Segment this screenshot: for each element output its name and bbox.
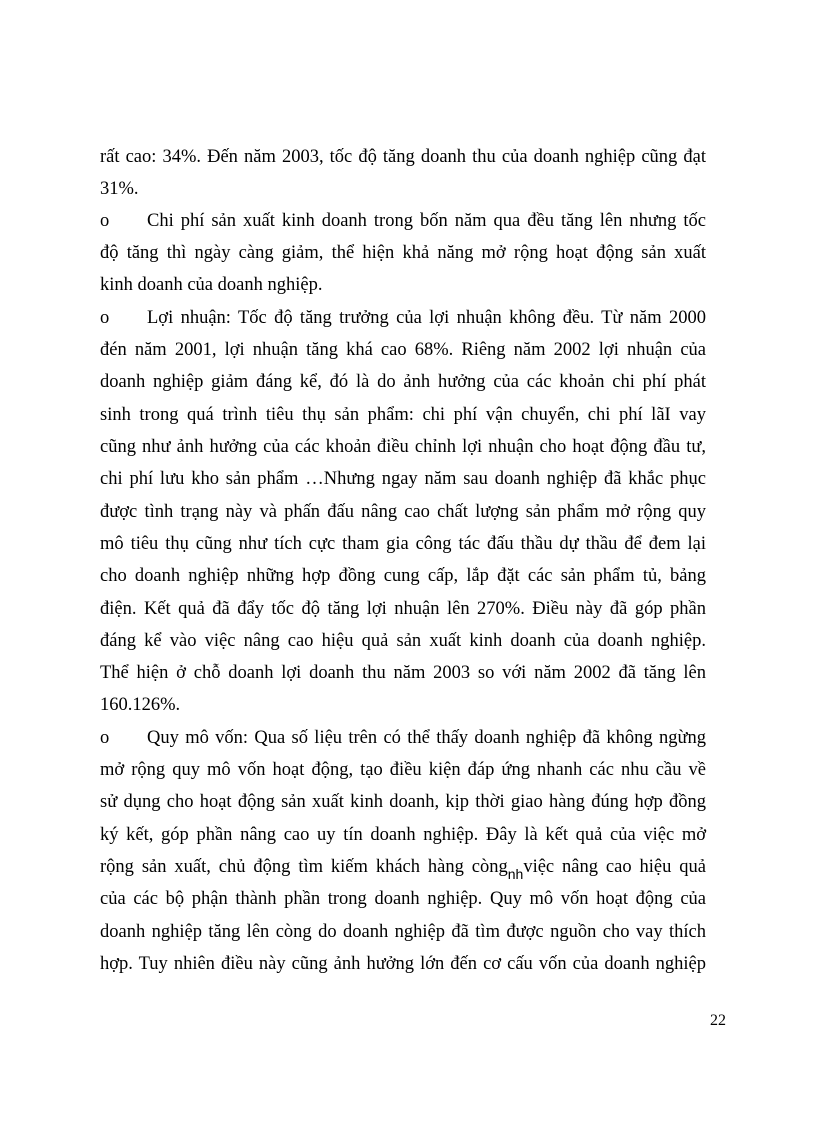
paragraph-line: 160.126%. [100, 695, 181, 715]
paragraph-line: của các bộ phận thành phần trong doanh nghiệp. Quy mô vốn hoạt động của [100, 889, 706, 909]
split-line-after: việc nâng cao hiệu quả [523, 857, 706, 877]
paragraph-line: Thể hiện ở chỗ doanh lợi doanh thu năm 2003 so với năm 2002 đã tăng lên [100, 663, 706, 683]
paragraph-line: Lợi nhuận: Tốc độ tăng trưởng của lợi nhuận không đều. Từ năm 2000 [147, 308, 706, 328]
paragraph-line: kinh doanh của doanh nghiệp. [100, 275, 323, 295]
paragraph-line: doanh nghiệp tăng lên còng do doanh nghiệp đã tìm được nguồn cho vay thích [100, 922, 706, 942]
bullet-marker: o [100, 308, 110, 328]
paragraph-line: đén năm 2001, lợi nhuận tăng khá cao 68%. Riêng năm 2002 lợi nhuận của [100, 340, 706, 360]
split-line-before: rộng sản xuất, chủ động tìm kiếm khách hàng còng [100, 857, 508, 877]
paragraph-line: cũng như ảnh hưởng của các khoản điều chỉnh lợi nhuận cho hoạt động đầu tư, [100, 437, 706, 457]
paragraph-line: chi phí lưu kho sản phẩm …Nhưng ngay năm sau doanh nghiệp đã khắc phục [100, 469, 706, 489]
paragraph-line: mô tiêu thụ cũng như tích cực tham gia công tác đấu thầu dự thầu để đem lại [100, 534, 706, 554]
bullet-marker: o [100, 728, 110, 748]
paragraph-line: điện. Kết quả đã đẩy tốc độ tăng lợi nhuận lên 270%. Điều này đã góp phần [100, 599, 706, 619]
paragraph-line-split [100, 856, 706, 882]
paragraph-line: đáng kể vào việc nâng cao hiệu quả sản xuất kinh doanh của doanh nghiệp. [100, 631, 706, 651]
paragraph-line: Chi phí sản xuất kinh doanh trong bốn năm qua đều tăng lên nhưng tốc [147, 211, 706, 231]
paragraph-line: mở rộng quy mô vốn hoạt động, tạo điều kiện đáp ứng nhanh các nhu cầu về [100, 760, 706, 780]
paragraph-line: cho doanh nghiệp những hợp đồng cung cấp, lắp đặt các sản phẩm tủ, bảng [100, 566, 706, 586]
bullet-marker: o [100, 211, 110, 231]
paragraph-line: ký kết, góp phần nâng cao uy tín doanh nghiệp. Đây là kết quả của việc mở [100, 825, 706, 845]
paragraph-line: 31%. [100, 179, 139, 199]
paragraph-line: hợp. Tuy nhiên điều này cũng ảnh hưởng lớn đến cơ cấu vốn của doanh nghiệp [100, 954, 706, 974]
paragraph-line: sử dụng cho hoạt động sản xuất kinh doanh, kịp thời giao hàng đúng hợp đồng [100, 792, 706, 812]
page-number: 22 [710, 1012, 726, 1029]
paragraph-line: được tình trạng này và phấn đấu nâng cao chất lượng sản phẩm mở rộng quy [100, 502, 706, 522]
paragraph-line: sinh trong quá trình tiêu thụ sản phẩm: chi phí vận chuyển, chi phí lãI vay [100, 405, 706, 425]
paragraph-line: rất cao: 34%. Đến năm 2003, tốc độ tăng doanh thu của doanh nghiệp cũng đạt [100, 147, 706, 167]
paragraph-line: Quy mô vốn: Qua số liệu trên có thể thấy doanh nghiệp đã không ngừng [147, 728, 706, 748]
paragraph-line: doanh nghiệp giảm đáng kể, đó là do ảnh hưởng của các khoản chi phí phát [100, 372, 706, 392]
paragraph-line: độ tăng thì ngày càng giảm, thể hiện khả năng mở rộng hoạt động sản xuất [100, 243, 706, 263]
subscript-fragment: nh [507, 866, 524, 882]
